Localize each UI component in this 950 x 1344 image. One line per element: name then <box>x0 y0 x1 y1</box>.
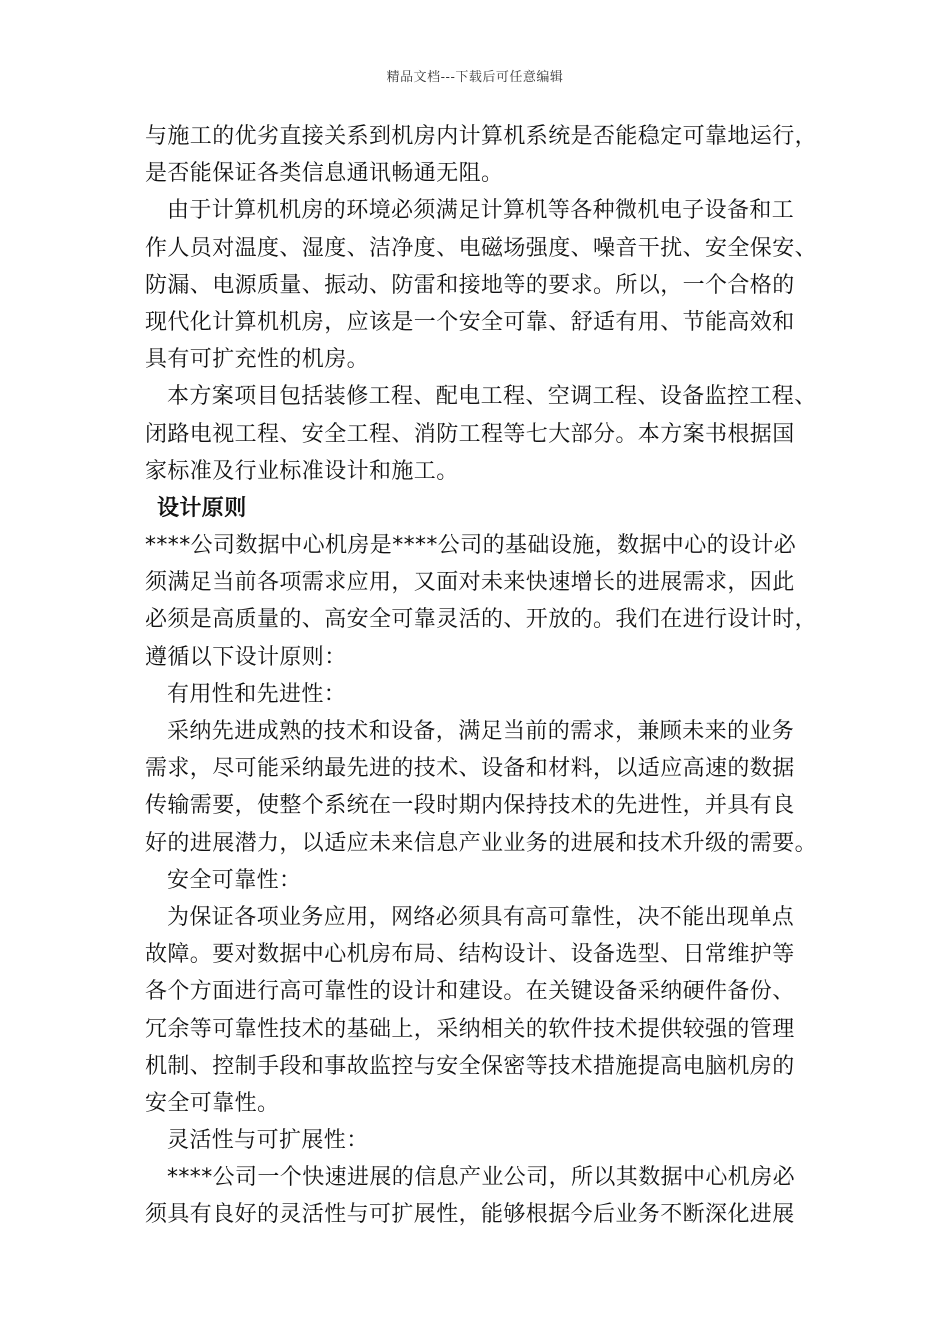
text-line: 现代化计算机机房，应该是一个安全可靠、舒适有用、节能高效和 <box>145 309 795 335</box>
text-line: 机制、控制手段和事故监控与安全保密等技术措施提高电脑机房的 <box>145 1053 795 1079</box>
page-header: 精品文档---下载后可任意编辑 <box>386 70 564 85</box>
text-line: 故障。要对数据中心机房布局、结构设计、设备选型、日常维护等 <box>145 942 795 968</box>
text-line: 需求，尽可能采纳最先进的技术、设备和材料，以适应高速的数据 <box>145 756 795 782</box>
section-heading: 设计原则 <box>157 495 247 521</box>
text-line: 安全可靠性。 <box>145 1090 280 1116</box>
text-line: 传输需要，使整个系统在一段时期内保持技术的先进性，并具有良 <box>145 793 795 819</box>
text-line: 家标准及行业标准设计和施工。 <box>145 458 459 484</box>
text-line: 是否能保证各类信息通讯畅通无阻。 <box>145 161 504 187</box>
text-line: 由于计算机机房的环境必须满足计算机等各种微机电子设备和工 <box>167 198 795 224</box>
document-body <box>145 118 818 1234</box>
text-line: 灵活性与可扩展性： <box>167 1128 369 1154</box>
text-line: 必须是高质量的、高安全可靠灵活的、开放的。我们在进行设计时， <box>145 607 818 633</box>
text-line: 好的进展潜力，以适应未来信息产业业务的进展和技术升级的需要。 <box>145 830 818 856</box>
text-line: 与施工的优劣直接关系到机房内计算机系统是否能稳定可靠地运行， <box>145 124 818 149</box>
text-line: 本方案项目包括装修工程、配电工程、空调工程、设备监控工程、 <box>167 384 817 410</box>
text-line: 有用性和先进性： <box>167 681 347 707</box>
text-line: 冗余等可靠性技术的基础上，采纳相关的软件技术提供较强的管理 <box>145 1016 795 1042</box>
text-line: 采纳先进成熟的技术和设备，满足当前的需求，兼顾未来的业务 <box>167 719 795 744</box>
text-line: 遵循以下设计原则： <box>145 644 347 670</box>
text-line: 安全可靠性： <box>167 867 302 893</box>
text-line: 作人员对温度、湿度、洁净度、电磁场强度、噪音干扰、安全保安、 <box>145 235 818 261</box>
text-line: 具有可扩充性的机房。 <box>145 347 370 373</box>
text-line: 须具有良好的灵活性与可扩展性，能够根据今后业务不断深化进展 <box>145 1202 795 1228</box>
text-line: 闭路电视工程、安全工程、消防工程等七大部分。本方案书根据国 <box>145 421 795 447</box>
text-line: 为保证各项业务应用，网络必须具有高可靠性，决不能出现单点 <box>167 904 795 930</box>
text-line: 须满足当前各项需求应用，又面对未来快速增长的进展需求，因此 <box>145 570 795 596</box>
text-line: 防漏、电源质量、振动、防雷和接地等的要求。所以，一个合格的 <box>145 272 795 298</box>
text-line: ****公司一个快速进展的信息产业公司，所以其数据中心机房必 <box>167 1165 796 1191</box>
text-line: 各个方面进行高可靠性的设计和建设。在关键设备采纳硬件备份、 <box>145 979 795 1005</box>
text-line: ****公司数据中心机房是****公司的基础设施，数据中心的设计必 <box>145 533 797 559</box>
